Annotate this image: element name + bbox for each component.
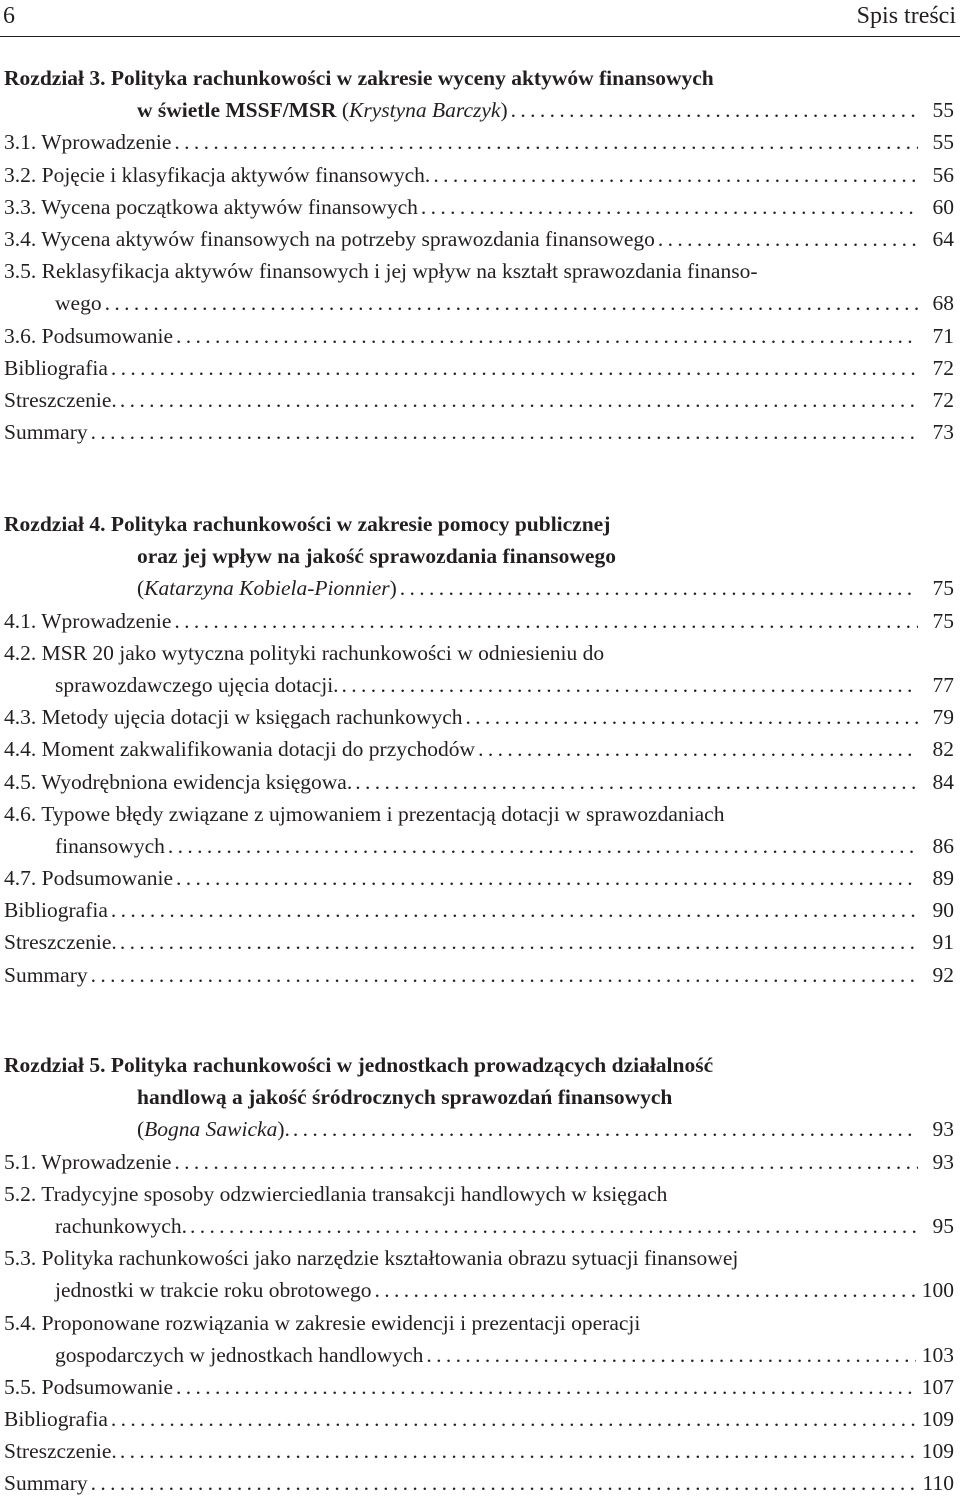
entry-number: 4.5. bbox=[4, 769, 37, 794]
entry-number: 3.5. bbox=[4, 259, 37, 284]
toc-entry-cont[interactable] bbox=[4, 1339, 954, 1371]
chapter-title-cont: handlową a jakość śródrocznych sprawozdań finansowych bbox=[137, 1085, 673, 1110]
toc-entry[interactable] bbox=[4, 926, 954, 958]
entry-text bbox=[4, 1242, 738, 1274]
entry-number: 4.3. bbox=[4, 705, 37, 730]
entry-number: 5.4. bbox=[4, 1310, 37, 1335]
leader-dots bbox=[111, 894, 918, 926]
toc-chapter-4 bbox=[4, 508, 954, 991]
toc-entry[interactable] bbox=[4, 1371, 954, 1403]
entry-number: 4.2. bbox=[4, 640, 37, 665]
entry-title: Bibliografia bbox=[4, 1407, 108, 1432]
entry-text bbox=[4, 1371, 173, 1403]
leader-dots bbox=[466, 701, 918, 733]
page-ref: 84 bbox=[932, 769, 954, 794]
leader-dots bbox=[168, 830, 918, 862]
toc-entry[interactable] bbox=[4, 1403, 954, 1435]
toc-entry[interactable] bbox=[4, 384, 954, 416]
toc-entry[interactable] bbox=[4, 1178, 954, 1210]
entry-text bbox=[4, 798, 724, 830]
chapter-author: Bogna Sawicka bbox=[144, 1117, 278, 1142]
entry-title: Podsumowanie bbox=[41, 1374, 174, 1399]
toc-entry-cont[interactable] bbox=[4, 1274, 954, 1306]
leader-dots bbox=[120, 1435, 916, 1467]
page-ref: 77 bbox=[932, 672, 954, 697]
page-ref: 55 bbox=[932, 98, 954, 123]
page-ref: 55 bbox=[932, 130, 954, 155]
entry-title: Streszczenie. bbox=[4, 930, 117, 955]
toc-entry-cont[interactable] bbox=[4, 830, 954, 862]
entry-text bbox=[4, 766, 352, 798]
page-ref: 64 bbox=[932, 226, 954, 251]
entry-text bbox=[4, 320, 173, 352]
page-header bbox=[0, 0, 960, 37]
toc-entry[interactable] bbox=[4, 766, 954, 798]
leader-dots bbox=[91, 1467, 917, 1499]
entry-number: 3.6. bbox=[4, 323, 37, 348]
toc-entry[interactable] bbox=[4, 862, 954, 894]
entry-text bbox=[4, 1307, 640, 1339]
chapter-title-line[interactable]: w świetle MSSF/MSR (Krystyna Barczyk) . . . 55 bbox=[4, 94, 954, 126]
page-ref: 93 bbox=[932, 1149, 954, 1174]
entry-title: MSR 20 jako wytyczna polityki rachunkowości w odniesieniu do bbox=[41, 640, 605, 665]
entry-text bbox=[4, 862, 173, 894]
leader-dots bbox=[111, 1403, 916, 1435]
toc-entry[interactable] bbox=[4, 637, 954, 669]
page-ref: 75 bbox=[932, 608, 954, 633]
leader-dots bbox=[658, 223, 918, 255]
entry-number: 3.4. bbox=[4, 226, 37, 251]
leader-dots bbox=[176, 1371, 916, 1403]
leader-dots bbox=[355, 766, 918, 798]
entry-text bbox=[4, 605, 171, 637]
toc-entry[interactable] bbox=[4, 1435, 954, 1467]
toc-entry[interactable] bbox=[4, 126, 954, 158]
page-ref: 90 bbox=[932, 898, 954, 923]
entry-title: rachunkowych. bbox=[55, 1213, 187, 1238]
entry-title: Wprowadzenie bbox=[41, 130, 172, 155]
chapter-title-line bbox=[4, 62, 954, 94]
chapter-title-cont: w świetle MSSF/MSR bbox=[137, 98, 337, 123]
leader-dots bbox=[426, 1339, 915, 1371]
entry-title: Bibliografia bbox=[4, 355, 108, 380]
toc-entry[interactable] bbox=[4, 255, 954, 287]
leader-dots bbox=[478, 733, 918, 765]
entry-number: 5.2. bbox=[4, 1181, 37, 1206]
entry-title: finansowych bbox=[55, 833, 165, 858]
entry-title: jednostki w trakcie roku obrotowego bbox=[55, 1278, 372, 1303]
page-ref: 93 bbox=[932, 1117, 954, 1142]
page-ref: 109 bbox=[921, 1439, 954, 1464]
chapter-title-line bbox=[4, 508, 954, 540]
toc-entry[interactable] bbox=[4, 320, 954, 352]
toc-entry[interactable] bbox=[4, 159, 954, 191]
leader-dots bbox=[511, 94, 918, 126]
entry-number: 3.2. bbox=[4, 162, 37, 187]
page-ref: 60 bbox=[932, 194, 954, 219]
chapter-title: Polityka rachunkowości w jednostkach prowadzących działalność bbox=[110, 1053, 714, 1077]
leader-dots bbox=[400, 572, 918, 604]
entry-title: Wycena aktywów finansowych na potrzeby sprawozdania finansowego bbox=[41, 226, 655, 251]
chapter-title-cont: oraz jej wpływ na jakość sprawozdania finansowego bbox=[137, 544, 616, 569]
entry-number: 5.5. bbox=[4, 1374, 37, 1399]
toc-entry[interactable] bbox=[4, 798, 954, 830]
page-ref: 86 bbox=[932, 833, 954, 858]
page-ref: 79 bbox=[932, 705, 954, 730]
entry-text bbox=[4, 223, 655, 255]
toc-entry[interactable] bbox=[4, 1242, 954, 1274]
entry-number: 4.6. bbox=[4, 801, 37, 826]
chapter-title: Polityka rachunkowości w zakresie pomocy publicznej bbox=[110, 512, 611, 536]
page-ref: 56 bbox=[932, 162, 954, 187]
leader-dots bbox=[174, 126, 918, 158]
toc-entry[interactable] bbox=[4, 1307, 954, 1339]
toc-chapter-5 bbox=[4, 1049, 954, 1500]
leader-dots bbox=[120, 384, 918, 416]
entry-title: wego bbox=[55, 291, 102, 316]
page-ref: 72 bbox=[932, 387, 954, 412]
page-ref: 95 bbox=[932, 1213, 954, 1238]
chapter-author-line[interactable]: (Bogna Sawicka). . . . 93 bbox=[4, 1113, 954, 1145]
toc-entry[interactable] bbox=[4, 1146, 954, 1178]
page-ref: 103 bbox=[921, 1342, 954, 1367]
toc-entry[interactable] bbox=[4, 733, 954, 765]
entry-text bbox=[4, 637, 604, 669]
entry-title: Podsumowanie bbox=[41, 323, 174, 348]
entry-title: Reklasyfikacja aktywów finansowych i jej wpływ na kształt sprawozdania finanso- bbox=[41, 259, 758, 284]
entry-number: 4.1. bbox=[4, 608, 37, 633]
entry-number: 4.4. bbox=[4, 737, 37, 762]
entry-title: Summary bbox=[4, 420, 88, 445]
chapter-label: Rozdział 3. bbox=[4, 66, 106, 90]
leader-dots bbox=[91, 416, 918, 448]
entry-title: Streszczenie. bbox=[4, 1439, 117, 1464]
page-number: 6 bbox=[3, 3, 15, 29]
leader-dots bbox=[190, 1210, 918, 1242]
leader-dots bbox=[293, 1113, 918, 1145]
page-ref: 91 bbox=[932, 930, 954, 955]
entry-title: Podsumowanie bbox=[41, 866, 174, 891]
chapter-author: Krystyna Barczyk bbox=[349, 98, 501, 123]
toc-entry[interactable] bbox=[4, 191, 954, 223]
entry-title: gospodarczych w jednostkach handlowych bbox=[55, 1342, 424, 1367]
chapter-label: Rozdział 5. bbox=[4, 1053, 106, 1077]
page-ref: 68 bbox=[932, 291, 954, 316]
page-ref: 75 bbox=[932, 576, 954, 601]
toc-entry[interactable] bbox=[4, 223, 954, 255]
leader-dots bbox=[120, 926, 918, 958]
entry-text bbox=[4, 191, 418, 223]
entry-text bbox=[4, 701, 463, 733]
toc-entry[interactable] bbox=[4, 894, 954, 926]
leader-dots bbox=[174, 605, 918, 637]
entry-title: Polityka rachunkowości jako narzędzie kształtowania obrazu sytuacji finansowej bbox=[41, 1246, 739, 1271]
toc-entry[interactable] bbox=[4, 1467, 954, 1499]
running-title: Spis treści bbox=[856, 3, 956, 29]
entry-number: 5.1. bbox=[4, 1149, 37, 1174]
toc-entry[interactable] bbox=[4, 416, 954, 448]
chapter-title-line bbox=[4, 1049, 954, 1081]
entry-number: 5.3. bbox=[4, 1246, 37, 1271]
entry-text bbox=[4, 126, 171, 158]
entry-title: sprawozdawczego ujęcia dotacji. bbox=[55, 672, 339, 697]
page-ref: 107 bbox=[921, 1374, 954, 1399]
chapter-author: Katarzyna Kobiela-Pionnier bbox=[144, 576, 390, 601]
page-ref: 109 bbox=[921, 1407, 954, 1432]
page-ref: 82 bbox=[932, 737, 954, 762]
toc-entry[interactable] bbox=[4, 701, 954, 733]
entry-text bbox=[4, 255, 758, 287]
toc-entry-cont[interactable] bbox=[4, 669, 954, 701]
page-ref: 100 bbox=[921, 1278, 954, 1303]
leader-dots bbox=[421, 191, 918, 223]
toc-entry-cont[interactable] bbox=[4, 287, 954, 319]
entry-title: Wprowadzenie bbox=[41, 1149, 172, 1174]
page-ref: 92 bbox=[932, 962, 954, 987]
chapter-title-line bbox=[4, 540, 954, 572]
entry-title: Typowe błędy związane z ujmowaniem i prezentacją dotacji w sprawozdaniach bbox=[41, 801, 725, 826]
entry-title: Proponowane rozwiązania w zakresie ewidencji i prezentacji operacji bbox=[41, 1310, 641, 1335]
leader-dots bbox=[342, 669, 918, 701]
entry-title: Streszczenie. bbox=[4, 387, 117, 412]
entry-title: Metody ujęcia dotacji w księgach rachunkowych bbox=[41, 705, 463, 730]
chapter-label: Rozdział 4. bbox=[4, 512, 106, 536]
entry-number: 3.1. bbox=[4, 130, 37, 155]
leader-dots bbox=[91, 959, 918, 991]
entry-title: Summary bbox=[4, 1471, 88, 1496]
page-ref: 71 bbox=[932, 323, 954, 348]
leader-dots bbox=[111, 352, 918, 384]
entry-title: Pojęcie i klasyfikacja aktywów finansowych. bbox=[41, 162, 431, 187]
leader-dots bbox=[374, 1274, 915, 1306]
toc-entry[interactable] bbox=[4, 352, 954, 384]
leader-dots bbox=[433, 159, 918, 191]
toc-entry[interactable] bbox=[4, 959, 954, 991]
entry-text bbox=[4, 1146, 171, 1178]
leader-dots bbox=[176, 862, 918, 894]
chapter-title-line bbox=[4, 1081, 954, 1113]
entry-title: Wycena początkowa aktywów finansowych bbox=[41, 194, 418, 219]
entry-text bbox=[4, 1178, 667, 1210]
entry-title: Bibliografia bbox=[4, 898, 108, 923]
leader-dots bbox=[174, 1146, 918, 1178]
entry-title: Wyodrębniona ewidencja księgowa. bbox=[41, 769, 353, 794]
page-ref: 72 bbox=[932, 355, 954, 380]
toc-chapter-3 bbox=[4, 62, 954, 448]
entry-title: Summary bbox=[4, 962, 88, 987]
entry-title: Moment zakwalifikowania dotacji do przychodów bbox=[41, 737, 476, 762]
page-ref: 73 bbox=[932, 420, 954, 445]
entry-text bbox=[4, 733, 475, 765]
toc-entry-cont[interactable] bbox=[4, 1210, 954, 1242]
chapter-author-line[interactable]: (Katarzyna Kobiela-Pionnier) . . . 75 bbox=[4, 572, 954, 604]
page-ref: 110 bbox=[922, 1471, 954, 1496]
chapter-title: Polityka rachunkowości w zakresie wyceny aktywów finansowych bbox=[110, 66, 714, 90]
entry-title: Tradycyjne sposoby odzwierciedlania transakcji handlowych w księgach bbox=[41, 1181, 668, 1206]
toc-entry[interactable] bbox=[4, 605, 954, 637]
leader-dots bbox=[176, 320, 918, 352]
entry-text bbox=[4, 159, 430, 191]
entry-title: Wprowadzenie bbox=[41, 608, 172, 633]
entry-number: 3.3. bbox=[4, 194, 37, 219]
page-ref: 89 bbox=[932, 866, 954, 891]
leader-dots bbox=[105, 287, 918, 319]
entry-number: 4.7. bbox=[4, 866, 37, 891]
